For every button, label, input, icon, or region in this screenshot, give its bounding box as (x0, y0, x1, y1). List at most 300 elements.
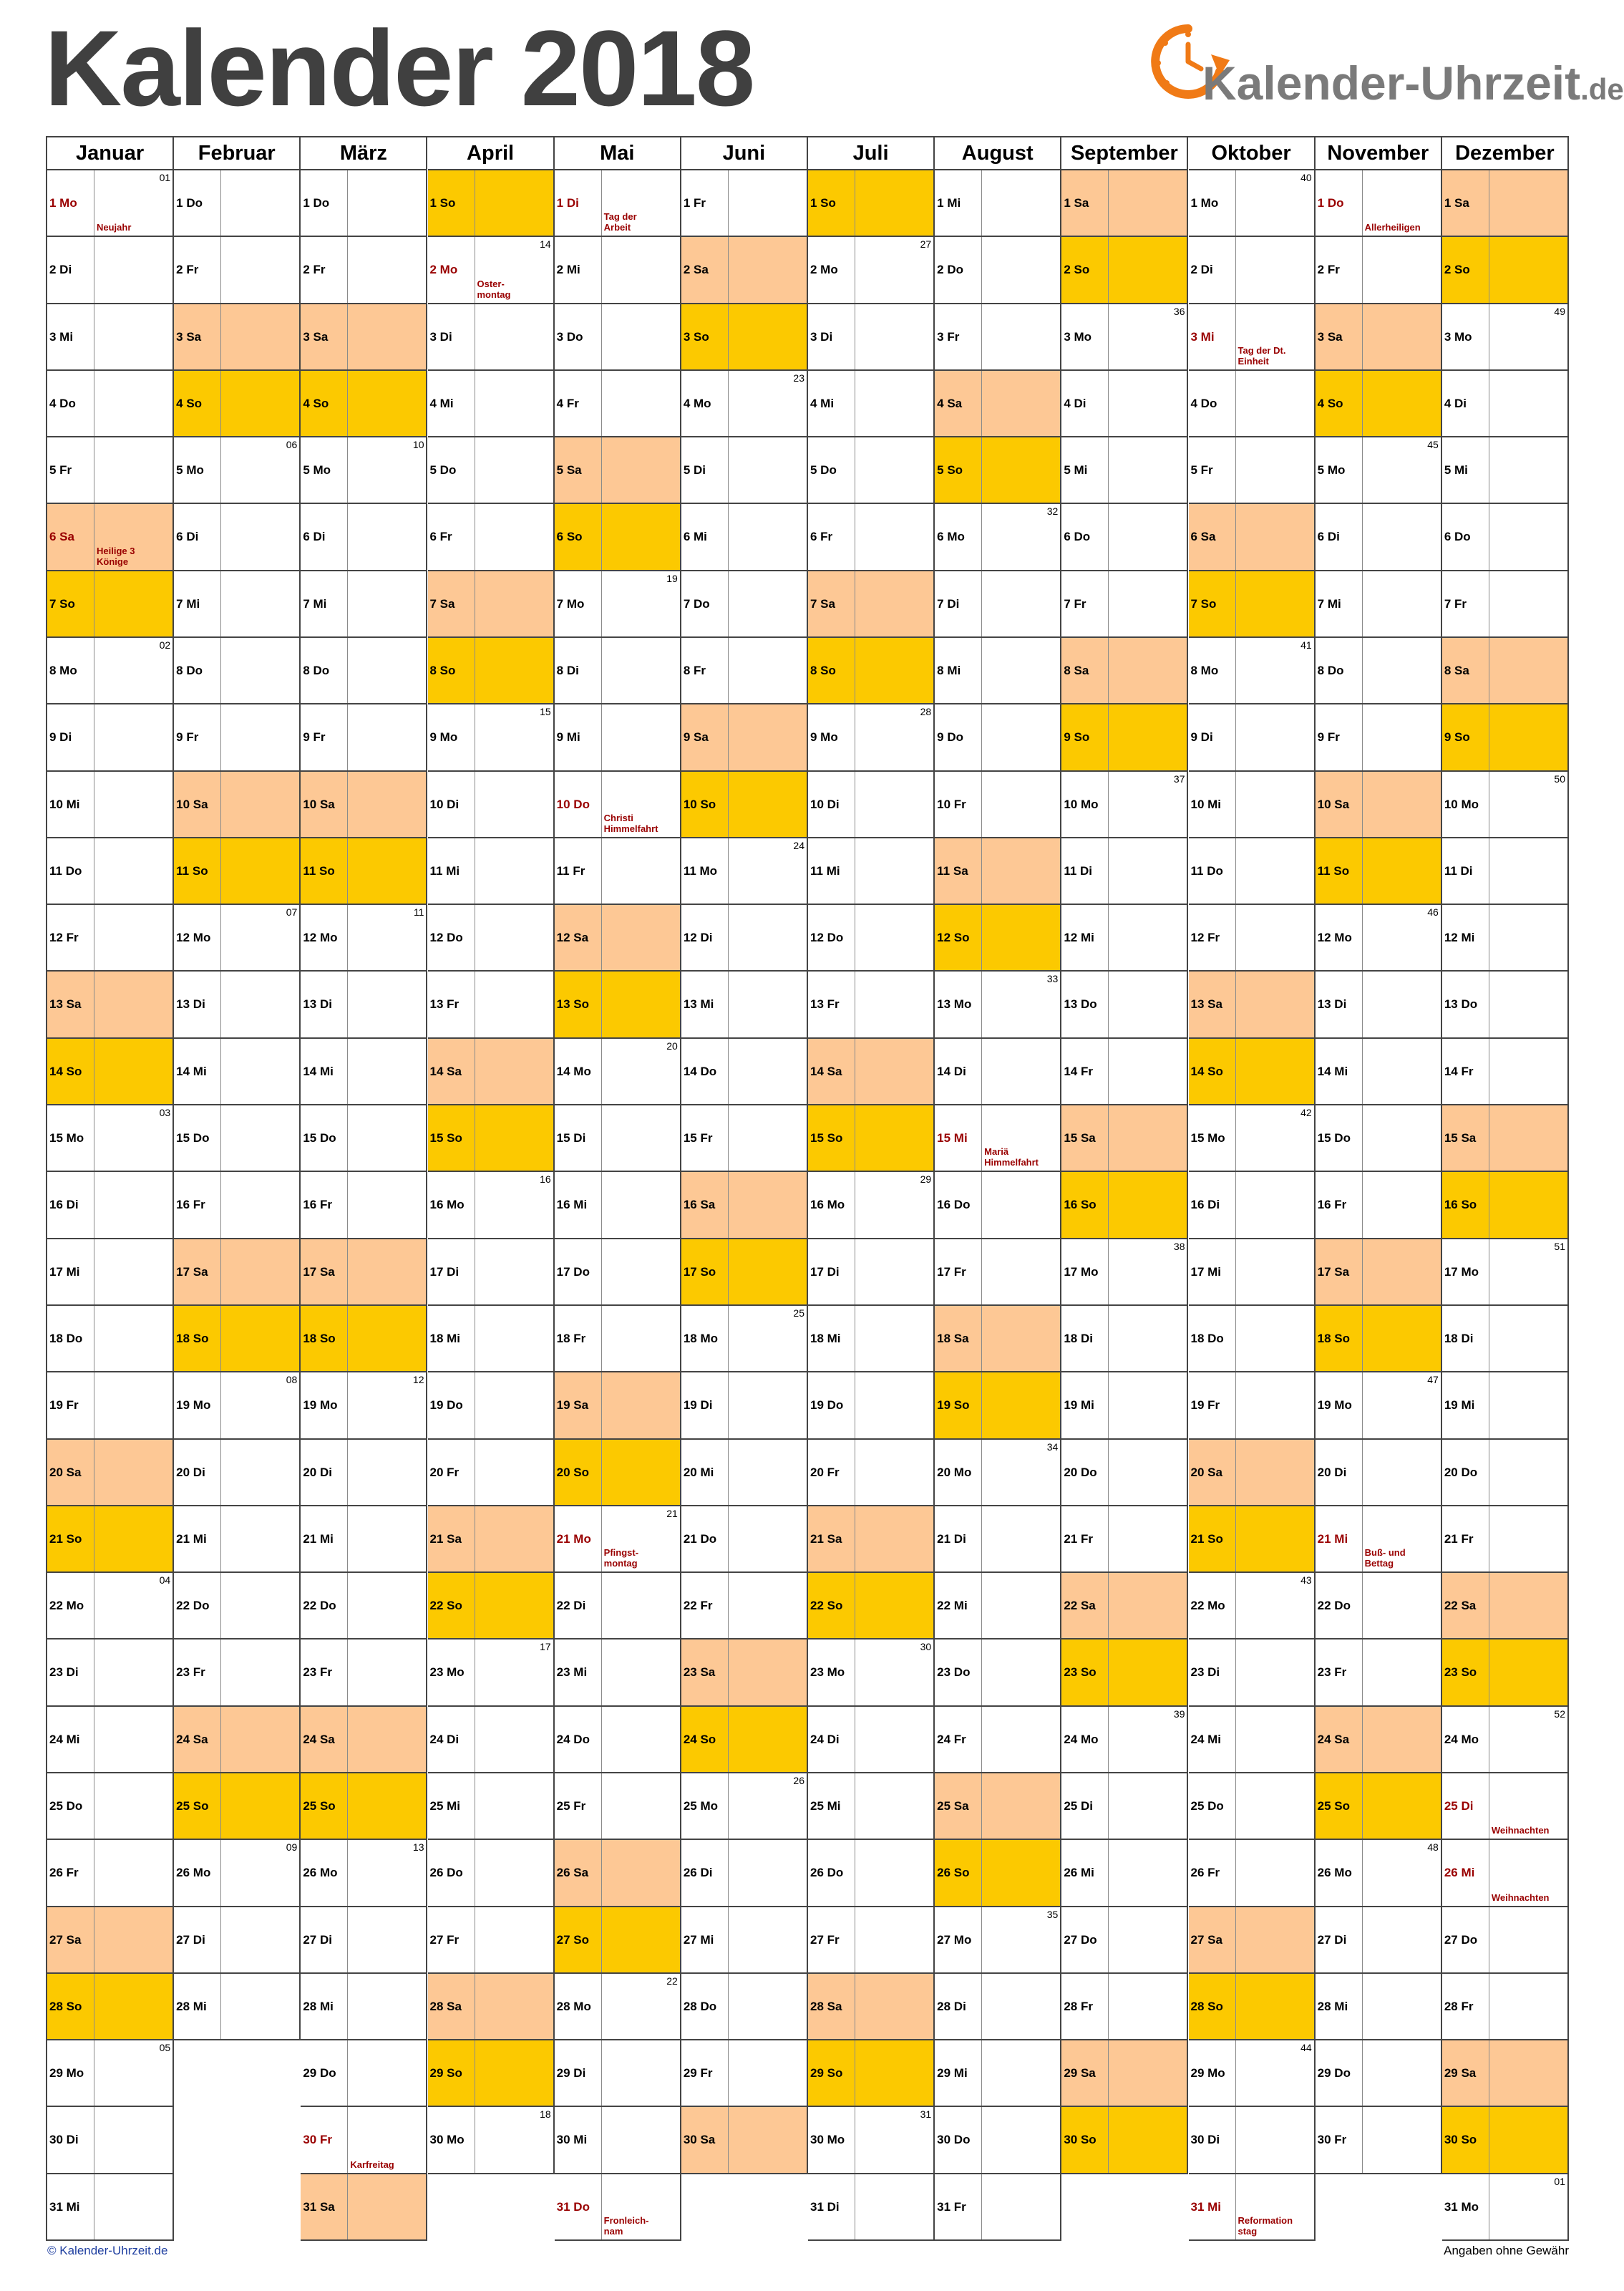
note-area (221, 1306, 299, 1371)
note-area (1236, 1639, 1314, 1705)
day-cell (1316, 1039, 1442, 1105)
day-label: 11 Do (49, 863, 82, 878)
day-label-area (428, 504, 475, 569)
day-label: 26 Mo (303, 1866, 338, 1880)
note-area (982, 1773, 1060, 1839)
note-area (475, 638, 553, 703)
note-area (1363, 1372, 1441, 1438)
note-area (602, 170, 680, 236)
day-label-area (174, 704, 221, 770)
day-label: 30 Do (937, 2133, 971, 2147)
day-label-area (174, 170, 221, 236)
day-label-area (1189, 2040, 1236, 2106)
day-label-area (1442, 772, 1489, 837)
note-area (982, 2107, 1060, 2172)
day-label-area (174, 1039, 221, 1104)
note-area (348, 905, 426, 970)
day-cell (1061, 1105, 1188, 1172)
day-label-area (1189, 972, 1236, 1037)
day-cell (555, 170, 681, 237)
day-cell (428, 371, 555, 437)
day-label-area (681, 1639, 729, 1705)
note-area (94, 170, 172, 236)
day-cell (681, 1773, 808, 1840)
holiday-name: Buß- und Bettag (1364, 1547, 1406, 1569)
day-cell (174, 905, 301, 972)
note-area (855, 371, 933, 436)
week-number: 51 (1554, 1240, 1565, 1252)
note-area (729, 2107, 807, 2172)
note-area (855, 437, 933, 503)
note-area (348, 437, 426, 503)
day-cell (1316, 1707, 1442, 1773)
day-label-area (681, 905, 729, 970)
day-cell (1061, 1172, 1188, 1239)
note-area (475, 1105, 553, 1171)
day-label: 16 Fr (1317, 1198, 1347, 1212)
day-cell (681, 1306, 808, 1372)
day-label-area (1061, 1707, 1109, 1772)
day-label-area (1189, 1974, 1236, 2039)
day-label: 14 Sa (429, 1064, 462, 1078)
day-label: 18 Mi (810, 1331, 841, 1345)
note-area (348, 1907, 426, 1972)
note-area (94, 1840, 172, 1905)
day-label: 16 Fr (303, 1198, 332, 1212)
day-label: 23 Do (937, 1665, 971, 1680)
day-cell (1189, 1639, 1316, 1706)
day-label: 30 Fr (1317, 2133, 1347, 2147)
day-label-area (174, 237, 221, 302)
day-label-area (1061, 1172, 1109, 1237)
day-cell (1442, 1306, 1569, 1372)
day-label: 26 Mo (176, 1866, 211, 1880)
day-label-area (935, 704, 982, 770)
day-label-area (301, 2174, 348, 2239)
day-cell (1316, 170, 1442, 237)
day-label-area (428, 1639, 475, 1705)
day-label: 25 Di (1064, 1798, 1093, 1813)
note-area (348, 1039, 426, 1104)
note-area (94, 1639, 172, 1705)
note-area (602, 1840, 680, 1905)
day-label-area (1316, 1239, 1363, 1304)
note-area (1363, 2040, 1441, 2106)
day-label: 31 Di (810, 2199, 840, 2214)
week-number: 17 (540, 1641, 551, 1653)
day-label-area (47, 1440, 94, 1505)
day-label-area (555, 571, 602, 636)
note-area (729, 571, 807, 636)
day-cell (935, 2107, 1061, 2174)
note-area (1363, 1039, 1441, 1104)
day-cell (301, 1172, 427, 1239)
day-label: 21 Mo (556, 1531, 591, 1546)
note-area (982, 1840, 1060, 1905)
day-label-area (301, 1840, 348, 1905)
day-label: 19 Mo (303, 1398, 338, 1413)
note-area (982, 1506, 1060, 1571)
day-label-area (428, 1440, 475, 1505)
day-cell (1189, 1239, 1316, 1306)
day-label-area (1189, 371, 1236, 436)
note-area (94, 1172, 172, 1237)
logo-text (1202, 54, 1624, 118)
day-cell (555, 1172, 681, 1239)
note-area (855, 1974, 933, 2039)
note-area (982, 170, 1060, 236)
day-label: 4 Sa (937, 396, 963, 410)
day-label-area (1061, 2040, 1109, 2106)
day-cell (47, 1907, 174, 1974)
day-label-area (808, 1440, 855, 1505)
day-label: 14 Fr (1444, 1064, 1474, 1078)
day-cell (428, 1105, 555, 1172)
day-label: 1 Sa (1064, 196, 1089, 210)
day-label: 27 Sa (49, 1932, 82, 1947)
note-area (729, 371, 807, 436)
day-label-area (47, 1105, 94, 1171)
day-cell (1189, 1974, 1316, 2040)
day-label-area (1189, 170, 1236, 236)
day-label-area (47, 1974, 94, 2039)
day-cell (174, 838, 301, 905)
day-label: 28 Mi (176, 1999, 207, 2013)
day-label: 29 Fr (683, 2066, 713, 2081)
day-label-area (1189, 1372, 1236, 1438)
day-label: 7 Mi (176, 596, 200, 611)
day-cell (555, 638, 681, 704)
day-label-area (808, 1639, 855, 1705)
day-cell (808, 1440, 935, 1506)
day-label-area (681, 1372, 729, 1438)
day-cell (935, 1239, 1061, 1306)
day-cell (555, 772, 681, 838)
day-label: 20 Mo (937, 1465, 972, 1479)
day-cell (808, 772, 935, 838)
day-cell (47, 571, 174, 638)
note-area (221, 704, 299, 770)
day-label-area (681, 1773, 729, 1839)
day-label-area (1442, 1239, 1489, 1304)
day-cell (681, 304, 808, 371)
week-number: 42 (1300, 1107, 1312, 1119)
day-label-area (428, 571, 475, 636)
day-label: 12 Mi (1444, 931, 1475, 945)
day-cell (555, 437, 681, 504)
day-cell (681, 838, 808, 905)
day-label: 22 Do (176, 1599, 210, 1613)
day-cell (428, 571, 555, 638)
day-cell (808, 371, 935, 437)
day-cell (808, 1039, 935, 1105)
note-area (855, 2174, 933, 2239)
day-cell (935, 237, 1061, 304)
week-number: 36 (1173, 305, 1185, 317)
day-label-area (555, 1506, 602, 1571)
day-label-area (808, 905, 855, 970)
day-label: 6 Sa (49, 530, 74, 544)
day-label: 22 Di (556, 1599, 586, 1613)
note-area (982, 1639, 1060, 1705)
day-label-area (808, 638, 855, 703)
day-label: 9 Sa (683, 730, 709, 745)
day-label-area (301, 972, 348, 1037)
note-area (1236, 1105, 1314, 1171)
day-label-area (1442, 1907, 1489, 1972)
day-label: 26 Di (683, 1866, 713, 1880)
day-cell (1061, 638, 1188, 704)
day-label-area (428, 972, 475, 1037)
day-cell (428, 1974, 555, 2040)
day-cell (555, 571, 681, 638)
day-label: 3 Di (429, 329, 452, 344)
day-cell (174, 1907, 301, 1974)
week-number: 16 (540, 1173, 551, 1186)
day-label-area (808, 838, 855, 904)
day-label-area (681, 504, 729, 569)
note-area (1109, 1506, 1187, 1571)
day-label-area (1061, 1974, 1109, 2039)
note-area (982, 905, 1060, 970)
day-cell (1189, 170, 1316, 237)
day-label-area (1061, 1639, 1109, 1705)
note-area (602, 838, 680, 904)
note-area (729, 1172, 807, 1237)
day-label: 14 Mo (556, 1064, 591, 1078)
day-cell (808, 1105, 935, 1172)
note-area (1109, 571, 1187, 636)
note-area (855, 1239, 933, 1304)
note-area (982, 704, 1060, 770)
day-cell (681, 772, 808, 838)
day-label: 13 Fr (810, 997, 840, 1012)
note-area (1363, 1707, 1441, 1772)
day-cell (1061, 972, 1188, 1038)
day-label: 6 Di (303, 530, 326, 544)
note-area (475, 972, 553, 1037)
day-label: 3 Mi (49, 329, 74, 344)
day-label: 14 Di (937, 1064, 966, 1078)
note-area (729, 638, 807, 703)
day-label: 16 Sa (683, 1198, 716, 1212)
note-area (602, 1172, 680, 1237)
day-label: 5 Fr (1190, 463, 1213, 478)
day-label-area (1189, 1239, 1236, 1304)
note-area (1363, 838, 1441, 904)
note-area (475, 704, 553, 770)
day-label-area (1061, 2107, 1109, 2172)
note-area (94, 838, 172, 904)
day-label: 12 Mo (303, 931, 338, 945)
day-cell (301, 1239, 427, 1306)
day-label-area (1189, 1172, 1236, 1237)
day-label-area (301, 1773, 348, 1839)
note-area (221, 905, 299, 970)
day-label-area (1189, 1039, 1236, 1104)
day-label-area (681, 371, 729, 436)
day-cell (47, 2174, 174, 2241)
day-label: 4 Di (1444, 396, 1467, 410)
note-area (1109, 2107, 1187, 2172)
day-label-area (1442, 1306, 1489, 1371)
day-label-area (301, 1907, 348, 1972)
day-cell (1189, 905, 1316, 972)
day-label: 1 Mo (1190, 196, 1219, 210)
note-area (221, 1907, 299, 1972)
day-label: 8 Do (176, 664, 203, 678)
day-label: 5 Do (810, 463, 837, 478)
note-area (475, 2040, 553, 2106)
day-label: 20 Di (1317, 1465, 1347, 1479)
day-label-area (1316, 2107, 1363, 2172)
day-label: 12 So (937, 931, 970, 945)
logo[interactable] (1145, 19, 1624, 119)
day-cell (1442, 371, 1569, 437)
day-label: 18 Di (1444, 1331, 1474, 1345)
day-cell (555, 1239, 681, 1306)
day-label-area (47, 170, 94, 236)
note-area (94, 304, 172, 369)
day-label-area (935, 2040, 982, 2106)
day-cell (1316, 2040, 1442, 2107)
day-cell (47, 1372, 174, 1439)
day-cell (174, 638, 301, 704)
week-number: 35 (1046, 1908, 1059, 1920)
day-label-area (47, 1573, 94, 1638)
day-label: 22 Fr (683, 1599, 713, 1613)
day-cell (47, 1974, 174, 2040)
day-label: 17 Mo (1444, 1264, 1479, 1279)
day-label: 8 So (810, 664, 836, 678)
day-label-area (808, 1840, 855, 1905)
note-area (602, 1506, 680, 1571)
day-cell (47, 838, 174, 905)
day-cell (935, 1039, 1061, 1105)
day-label: 31 Do (556, 2199, 590, 2214)
day-label: 1 Di (556, 196, 579, 210)
day-label: 6 So (556, 530, 583, 544)
day-cell (1189, 2040, 1316, 2107)
day-label-area (1061, 437, 1109, 503)
day-label: 6 Di (176, 530, 199, 544)
note-area (855, 905, 933, 970)
day-label-area (174, 772, 221, 837)
day-label: 30 Di (1190, 2133, 1220, 2147)
day-cell (428, 638, 555, 704)
note-area (1489, 2040, 1567, 2106)
day-label-area (935, 1907, 982, 1972)
day-cell (808, 838, 935, 905)
day-label-area (935, 504, 982, 569)
week-number: 28 (920, 706, 932, 718)
day-label: 28 Mo (556, 1999, 591, 2013)
day-cell (428, 772, 555, 838)
note-area (1236, 1573, 1314, 1638)
day-label-area (555, 1974, 602, 2039)
day-cell (681, 1039, 808, 1105)
day-cell (1316, 1172, 1442, 1239)
note-area (1363, 1639, 1441, 1705)
note-area (1489, 2107, 1567, 2172)
note-area (348, 1239, 426, 1304)
note-area (1109, 437, 1187, 503)
day-cell (681, 1907, 808, 1974)
note-area (855, 1907, 933, 1972)
note-area (1109, 905, 1187, 970)
day-label: 21 Mi (303, 1531, 334, 1546)
day-label: 14 Mi (303, 1064, 334, 1078)
day-cell (808, 1907, 935, 1974)
day-label-area (808, 371, 855, 436)
note-area (221, 170, 299, 236)
note-area (475, 1372, 553, 1438)
day-cell (47, 504, 174, 571)
day-label: 14 Sa (810, 1064, 842, 1078)
day-label: 24 So (683, 1732, 716, 1746)
day-label: 10 Sa (176, 797, 208, 811)
day-label: 22 Sa (1064, 1599, 1096, 1613)
note-area (348, 1707, 426, 1772)
day-label: 14 Mi (176, 1064, 207, 1078)
day-label-area (174, 1105, 221, 1171)
day-cell (1442, 170, 1569, 237)
day-cell (681, 704, 808, 771)
day-label-area (174, 504, 221, 569)
note-area (221, 772, 299, 837)
day-cell (428, 2040, 555, 2107)
day-cell (1189, 772, 1316, 838)
day-cell (301, 504, 427, 571)
note-area (475, 1639, 553, 1705)
day-label-area (428, 371, 475, 436)
day-label-area (1189, 1306, 1236, 1371)
day-cell (174, 571, 301, 638)
note-area (348, 2174, 426, 2239)
week-number: 29 (920, 1173, 932, 1186)
day-cell (301, 1707, 427, 1773)
day-label: 10 Fr (937, 797, 966, 811)
day-label: 13 Di (1317, 997, 1347, 1012)
day-label: 29 Di (556, 2066, 586, 2081)
day-label-area (428, 704, 475, 770)
day-label: 30 Fr (303, 2133, 332, 2147)
day-label: 24 Di (810, 1732, 840, 1746)
day-label-area (681, 972, 729, 1037)
day-label: 24 Sa (176, 1732, 208, 1746)
copyright-link[interactable]: © Kalender-Uhrzeit.de (47, 2244, 168, 2257)
note-area (1236, 1239, 1314, 1304)
day-cell (428, 838, 555, 905)
day-label: 2 Fr (303, 263, 326, 277)
day-label-area (428, 2040, 475, 2106)
day-cell (1061, 1573, 1188, 1639)
day-label: 7 Sa (429, 596, 455, 611)
day-label: 25 So (1317, 1798, 1351, 1813)
day-label-area (428, 1840, 475, 1905)
day-label: 17 Di (429, 1264, 460, 1279)
month-header: Juli (808, 137, 935, 170)
day-label: 19 Di (683, 1398, 713, 1413)
day-label: 12 Fr (49, 931, 79, 945)
day-label-area (301, 437, 348, 503)
day-label-area (301, 170, 348, 236)
day-label-area (1189, 1440, 1236, 1505)
day-label: 7 So (1190, 596, 1217, 611)
day-label: 11 So (1317, 863, 1350, 878)
note-area (475, 1506, 553, 1571)
note-area (855, 237, 933, 302)
